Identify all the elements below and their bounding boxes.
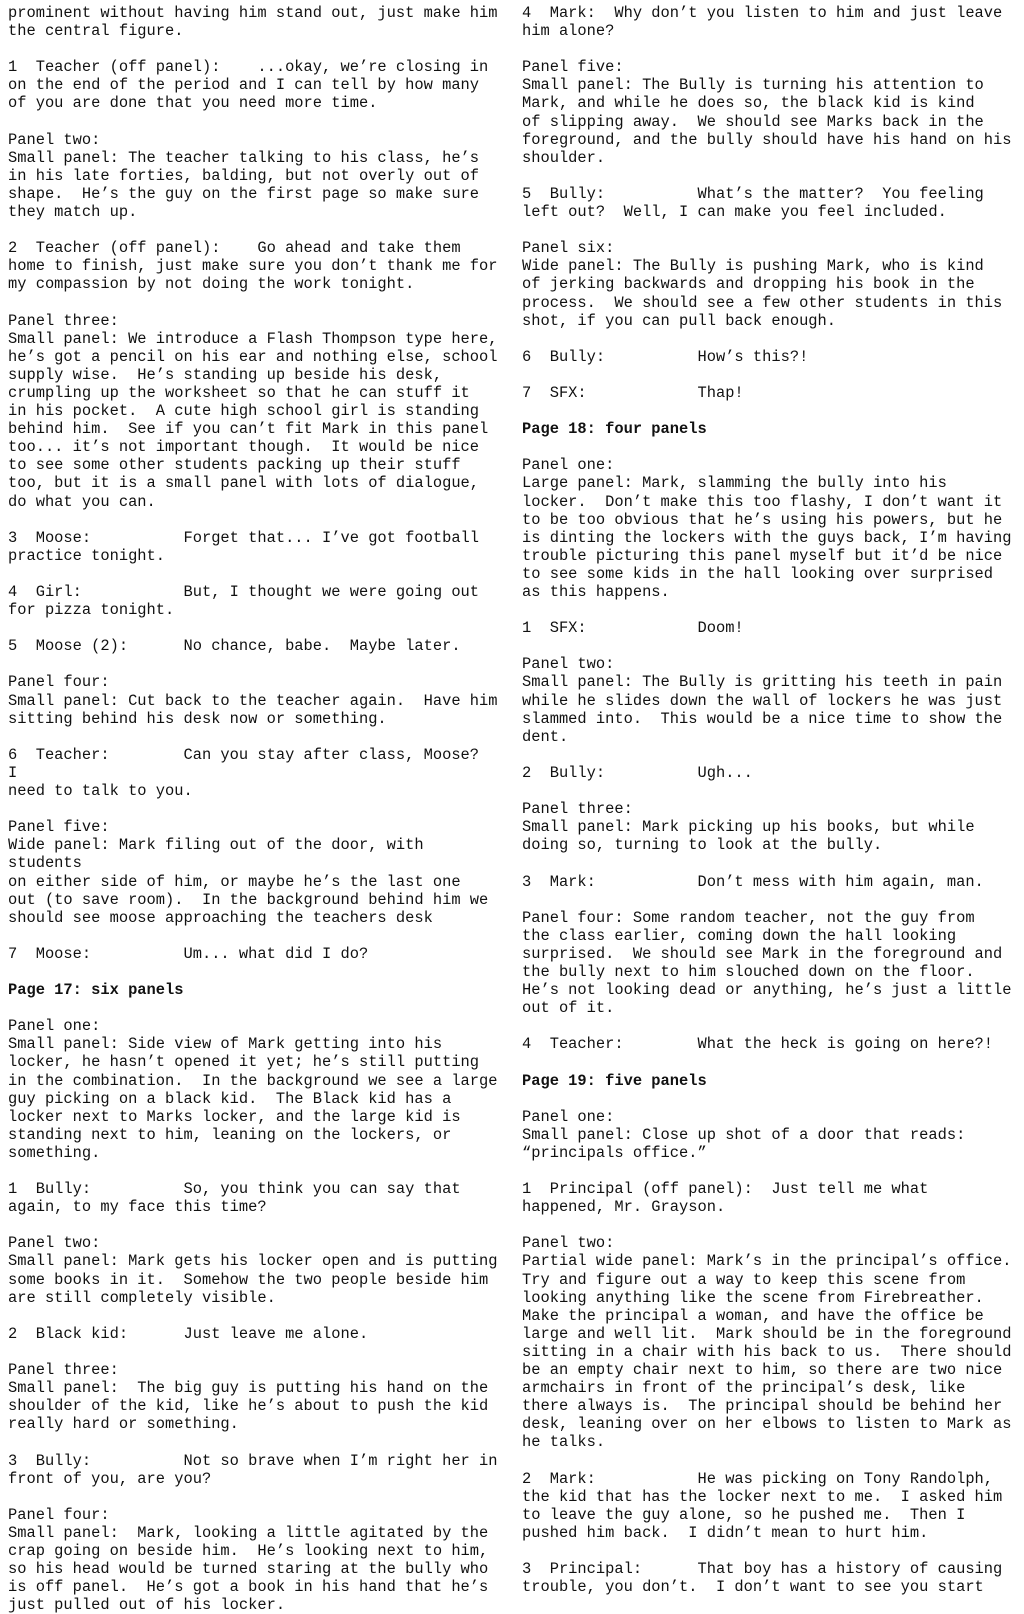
left-text-block: 5 Moose (2): No chance, babe. Maybe later. <box>8 637 461 656</box>
left-text-block: Panel four: Small panel: Cut back to the teacher again. Have him sitting behind his desk now or something. <box>8 673 498 728</box>
right-column <box>522 0 1018 1604</box>
right-text-block: 2 Mark: He was picking on Tony Randolph, the kid that has the locker next to me. I asked him to leave the guy alone, so he pushed me. Then I pushed him back. I didn’t mean to hurt him. <box>522 1469 1003 1542</box>
left-text-block: 6 Teacher: Can you stay after class, Moose? I need to talk to you. <box>8 745 480 801</box>
left-text-block: Panel five: Wide panel: Mark filing out of the door, with students on either side of him, or maybe he’s the last one out (to save room). In the background behind him we should see moose approaching the teachers desk <box>8 818 489 927</box>
right-text-block: 6 Bully: How’s this?! <box>522 347 809 366</box>
right-text-block: 4 Teacher: What the heck is going on here?! <box>522 1035 994 1054</box>
left-text-block: Panel two: Small panel: Mark gets his locker open and is putting some books in it. Somehow the two people beside him are still completely visible. <box>8 1234 498 1307</box>
left-column <box>8 0 504 1614</box>
left-text-block: 1 Bully: So, you think you can say that again, to my face this time? <box>8 1180 461 1217</box>
left-text-block: 1 Teacher (off panel): ...okay, we’re closing in on the end of the period and I can tell by how many of you are done that you need more time. <box>8 58 489 113</box>
right-text-block: 3 Principal: That boy has a history of causing trouble, you don’t. I don’t want to see you start <box>522 1560 1003 1597</box>
left-text-block: Panel three: Small panel: The big guy is putting his hand on the shoulder of the kid, like he’s about to push the kid really hard or something. <box>8 1361 489 1434</box>
right-text-block: 1 SFX: Doom! <box>522 619 744 638</box>
right-text-block: Panel one: Large panel: Mark, slamming the bully into his locker. Don’t make this too flashy, I don’t want it to be too obvious that he’s using his powers, but he is dinting the lockers with the guys back, I’m having trouble picturing this panel myself but it’d be nice to see some kids in the hall looking over surprised as this happens. <box>522 456 1012 601</box>
left-text-block: 3 Bully: Not so brave when I’m right her in front of you, are you? <box>8 1451 498 1488</box>
left-text-block: Panel one: Small panel: Side view of Mark getting into his locker, he hasn’t opened it yet; he’s still putting in the combination. In the background we see a large guy picking on a black kid. The Black kid has a locker next to Marks locker, and the large kid is standing next to him, leaning on the lockers, or something. <box>8 1017 498 1162</box>
right-page-heading: Page 19: five panels <box>522 1071 707 1090</box>
right-text-block: 7 SFX: Thap! <box>522 383 744 402</box>
left-text-block: 2 Black kid: Just leave me alone. <box>8 1324 369 1343</box>
right-text-block: Panel one: Small panel: Close up shot of a door that reads: “principals office.” <box>522 1107 966 1162</box>
left-text-block: Panel two: Small panel: The teacher talking to his class, he’s in his late forties, balding, but not overly out of shape. He’s the guy on the first page so make sure they match up. <box>8 130 480 222</box>
left-text-block: Panel three: Small panel: We introduce a Flash Thompson type here, he’s got a pencil on his ear and nothing else, school supply wise. He’s standing up beside his desk, crumpling up the worksheet so that he can stuff it in his pocket. A cute high school girl is standing behind him. See if you can’t fit Mark in this panel too... it’s not important though. It would be nice to see some other students packing up their stuff too, but it is a small panel with lots of dialogue, do what you can. <box>8 311 498 511</box>
right-text-block: Panel three: Small panel: Mark picking up his books, but while doing so, turning to look at the bully. <box>522 800 975 855</box>
left-text-block: prominent without having him stand out, just make him the central figure. <box>8 4 498 41</box>
left-text-block: Panel four: Small panel: Mark, looking a little agitated by the crap going on beside him. He’s looking next to him, so his head would be turned staring at the bully who is off panel. He’s got a book in his hand that he’s just pulled out of his locker. <box>8 1505 489 1614</box>
right-text-block: 5 Bully: What’s the matter? You feeling left out? Well, I can make you feel included. <box>522 184 984 222</box>
left-page-heading: Page 17: six panels <box>8 981 184 1000</box>
right-page-heading: Page 18: four panels <box>522 420 707 439</box>
right-text-block: Panel six: Wide panel: The Bully is pushing Mark, who is kind of jerking backwards and dropping his book in the process. We should see a few other students in this shot, if you can pull back enough. <box>522 239 1003 330</box>
right-text-block: Panel two: Partial wide panel: Mark’s in the principal’s office. Try and figure out a way to keep this scene from looking anything like the scene from Firebreather. Make the principal a woman, and have the office be large and well lit. Mark should be in the foreground sitting in a chair with his back to us. There should be an empty chair next to him, so there are two nice armchairs in front of the principal’s desk, like there always is. The principal should be behind her desk, leaning over on her elbows to listen to Mark as he talks. <box>522 1234 1012 1452</box>
left-text-block: 3 Moose: Forget that... I’ve got football practice tonight. <box>8 528 480 565</box>
right-text-block: 3 Mark: Don’t mess with him again, man. <box>522 872 984 891</box>
right-text-block: Panel four: Some random teacher, not the guy from the class earlier, coming down the hall looking surprised. We should see Mark in the foreground and the bully next to him slouched down on the floor. He’s not looking dead or anything, he’s just a little out of it. <box>522 908 1012 1018</box>
left-text-block: 4 Girl: But, I thought we were going out for pizza tonight. <box>8 583 480 620</box>
left-text-block: 2 Teacher (off panel): Go ahead and take them home to finish, just make sure you don’t thank me for my compassion by not doing the work tonight. <box>8 239 498 294</box>
left-text-block: 7 Moose: Um... what did I do? <box>8 944 369 963</box>
right-text-block: 2 Bully: Ugh... <box>522 763 753 782</box>
right-text-block: Panel five: Small panel: The Bully is turning his attention to Mark, and while he does so, the black kid is kind of slipping away. We should see Marks back in the foreground, and the bully should have his hand on his shoulder. <box>522 58 1012 167</box>
right-text-block: Panel two: Small panel: The Bully is gritting his teeth in pain while he slides down the wall of lockers he was just slammed into. This would be a nice time to show the dent. <box>522 655 1003 746</box>
right-text-block: 1 Principal (off panel): Just tell me what happened, Mr. Grayson. <box>522 1180 929 1217</box>
right-text-block: 4 Mark: Why don’t you listen to him and just leave him alone? <box>522 4 1003 41</box>
